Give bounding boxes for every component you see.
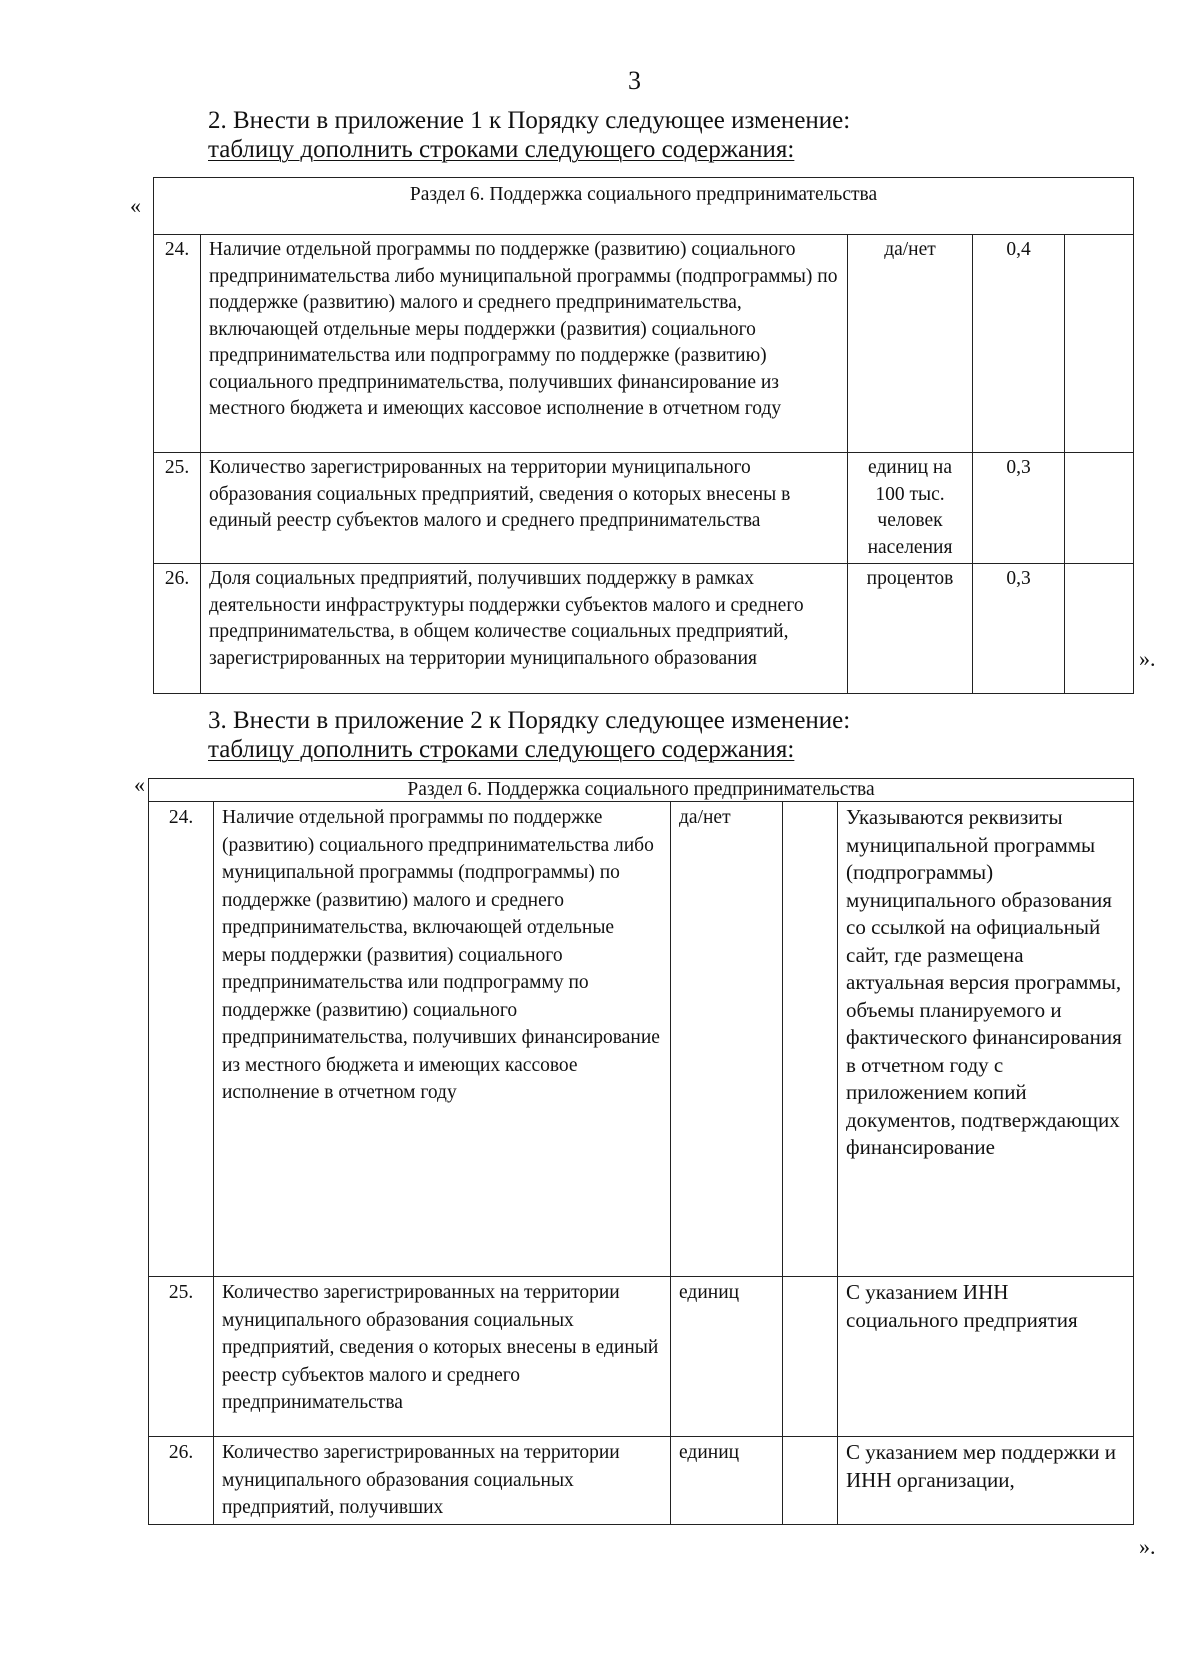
indicator-table-appendix-2	[148, 778, 1134, 1525]
table-2-section-title: Раздел 6. Поддержка социального предпринимательства	[149, 779, 1134, 802]
empty-cell	[1065, 564, 1134, 694]
indicator-text: Наличие отдельной программы по поддержке (развитию) социального предпринимательства либо муниципальной программы (подпрограммы) по поддержке (развитию) малого и среднего предпринимательства, включающей отдельные меры поддержки (развития) социального предпринимательства или подпрограмму по поддержке (развитию) социального предпринимательства, получивших финансирование из местного бюджета и имеющих кассовое исполнение в отчетном году	[201, 235, 848, 453]
table-row	[154, 235, 1134, 453]
unit-cell: да/нет	[848, 235, 973, 453]
note-cell: С указанием мер поддержки и ИНН организации,	[838, 1437, 1134, 1525]
table-row	[149, 1437, 1134, 1525]
weight-cell	[783, 1437, 838, 1525]
indicator-text: Количество зарегистрированных на территории муниципального образования социальных предприятий, сведения о которых внесены в единый реестр субъектов малого и среднего предпринимательства	[214, 1277, 671, 1437]
table-2-open-quote: «	[134, 772, 145, 797]
row-number: 24.	[154, 235, 201, 453]
unit-cell: единиц	[671, 1437, 783, 1525]
empty-cell	[1065, 235, 1134, 453]
table-row	[154, 564, 1134, 694]
unit-cell: единиц	[671, 1277, 783, 1437]
item-2-line-1: 2. Внести в приложение 1 к Порядку следующее изменение:	[208, 107, 851, 134]
indicator-text: Количество зарегистрированных на территории муниципального образования социальных предприятий, сведения о которых внесены в единый реестр субъектов малого и среднего предпринимательства	[201, 453, 848, 564]
table-1-open-quote: «	[130, 193, 141, 218]
weight-cell: 0,3	[973, 453, 1065, 564]
item-2-line-2: таблицу дополнить строками следующего содержания:	[208, 136, 795, 163]
row-number: 25.	[154, 453, 201, 564]
table-1-section-title: Раздел 6. Поддержка социального предпринимательства	[154, 178, 1134, 235]
row-number: 26.	[149, 1437, 214, 1525]
note-cell: Указываются реквизиты муниципальной программы (подпрограммы) муниципального образования со ссылкой на официальный сайт, где размещена актуальная версия программы, объемы планируемого и фактического финансирования в отчетном году с приложением копий документов, подтверждающих финансирование	[838, 802, 1134, 1277]
indicator-text: Доля социальных предприятий, получивших поддержку в рамках деятельности инфраструктуры поддержки субъектов малого и среднего предпринимательства, в общем количестве социальных предприятий, зарегистрированных на территории муниципального образования	[201, 564, 848, 694]
table-row	[154, 453, 1134, 564]
table-row	[149, 802, 1134, 1277]
row-number: 25.	[149, 1277, 214, 1437]
note-cell: С указанием ИНН социального предприятия	[838, 1277, 1134, 1437]
empty-cell	[1065, 453, 1134, 564]
weight-cell: 0,3	[973, 564, 1065, 694]
weight-cell	[783, 802, 838, 1277]
table-1-close-quote: ».	[1139, 646, 1156, 671]
indicator-table-appendix-1	[153, 177, 1134, 694]
unit-cell: процентов	[848, 564, 973, 694]
table-2-close-quote: ».	[1139, 1534, 1156, 1559]
indicator-text: Наличие отдельной программы по поддержке (развитию) социального предпринимательства либо муниципальной программы (подпрограммы) по поддержке (развитию) малого и среднего предпринимательства, включающей отдельные меры поддержки (развития) социального предпринимательства или подпрограмму по поддержке (развитию) социального предпринимательства, получивших финансирование из местного бюджета и имеющих кассовое исполнение в отчетном году	[214, 802, 671, 1277]
weight-cell	[783, 1277, 838, 1437]
weight-cell: 0,4	[973, 235, 1065, 453]
row-number: 24.	[149, 802, 214, 1277]
item-3-line-2: таблицу дополнить строками следующего содержания:	[208, 736, 795, 763]
unit-cell: да/нет	[671, 802, 783, 1277]
table-row	[149, 1277, 1134, 1437]
item-3-paragraph	[208, 706, 850, 764]
page-number: 3	[628, 66, 641, 95]
row-number: 26.	[154, 564, 201, 694]
indicator-text: Количество зарегистрированных на территории муниципального образования социальных предприятий, получивших	[214, 1437, 671, 1525]
item-2-paragraph	[208, 106, 850, 164]
item-3-line-1: 3. Внести в приложение 2 к Порядку следующее изменение:	[208, 707, 851, 734]
unit-cell: единиц на 100 тыс. человек населения	[848, 453, 973, 564]
